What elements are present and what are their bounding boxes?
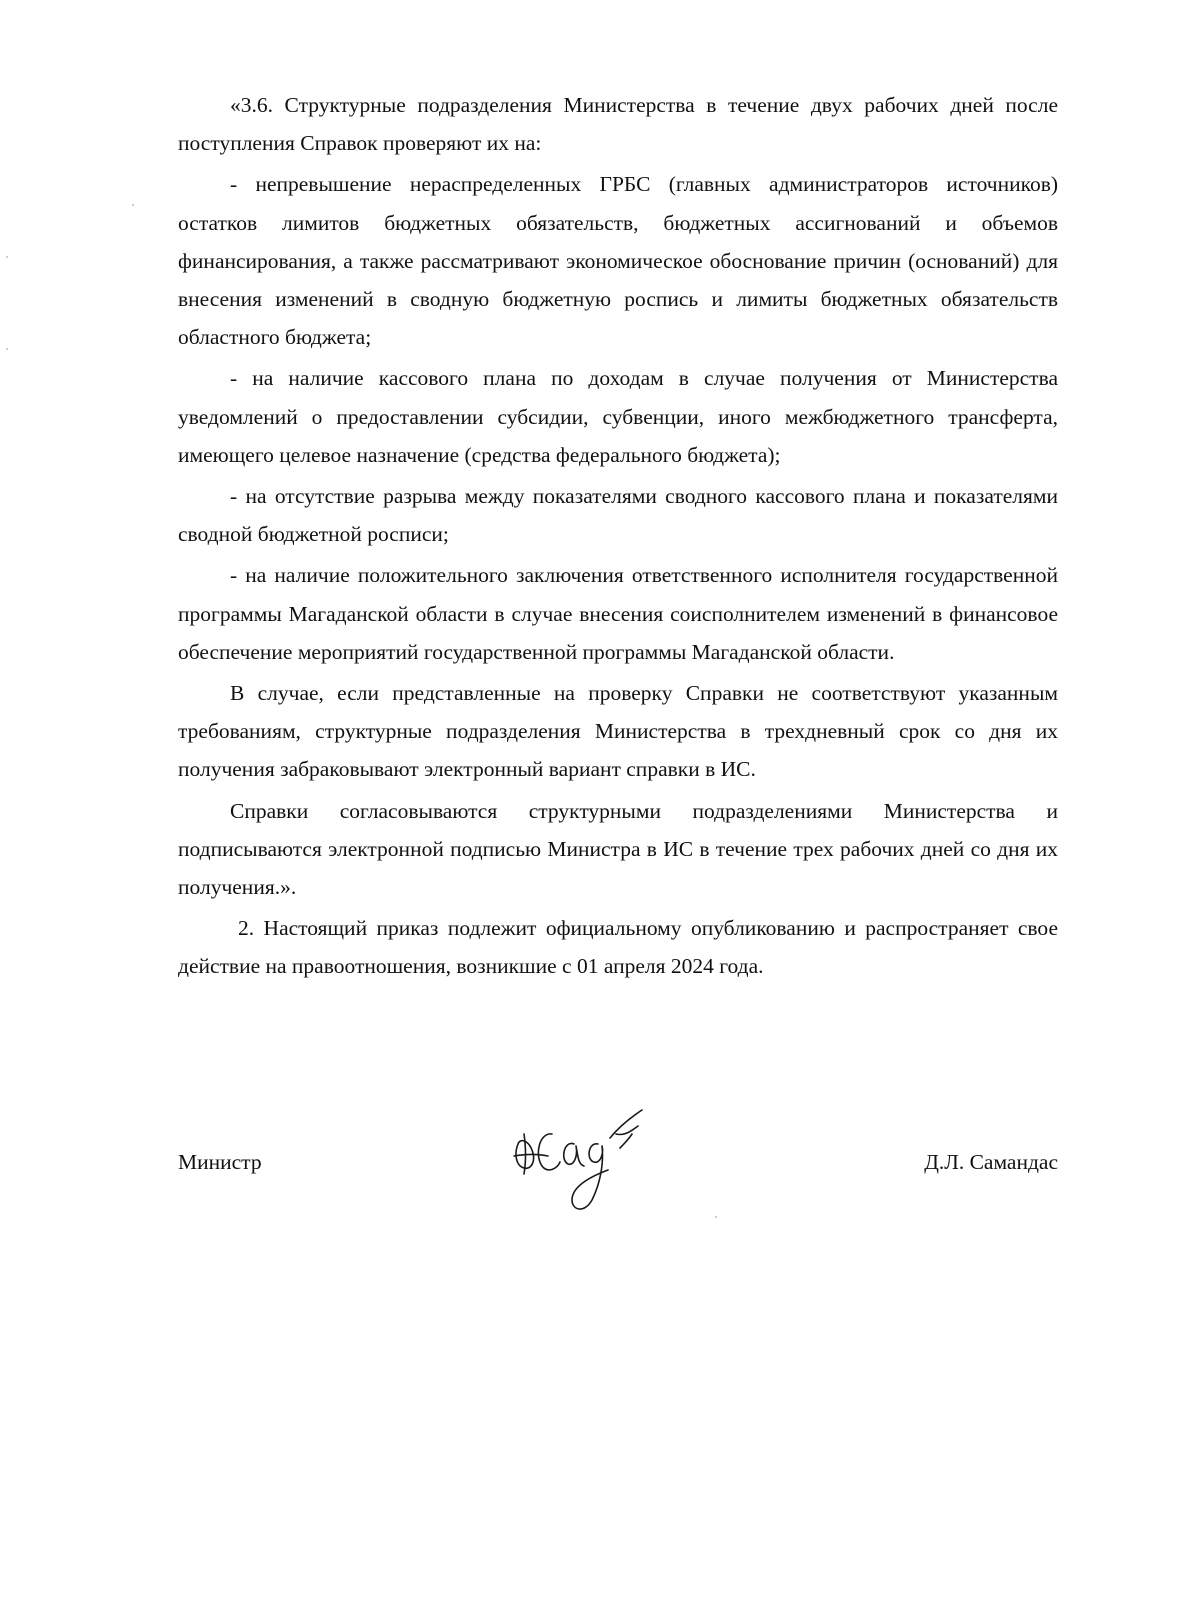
paragraph-item-2: 2. Настоящий приказ подлежит официальному опубликованию и распространяет свое действие на правоотношения, возникшие с 01 апреля 2024 года. <box>178 916 1058 979</box>
paragraph-approval: Справки согласовываются структурными подразделениями Министерства и подписываются электронной подписью Министра в ИС в течение трех рабочих дней со дня их получения.». <box>178 798 1058 900</box>
scan-speck <box>6 256 8 258</box>
scan-speck <box>6 348 8 350</box>
paragraph-rejection: В случае, если представленные на проверку Справки не соответствуют указанным требованиям, структурные подразделения Министерства в трехдневный срок со дня их получения забраковывают электронный вариант справки в ИС. <box>178 681 1058 782</box>
signatory-title: Министр <box>178 1150 262 1174</box>
document-body <box>178 86 1058 986</box>
signature-block <box>178 1150 1058 1190</box>
paragraph-clause-3-6: «3.6. Структурные подразделения Министерства в течение двух рабочих дней после поступления Справок проверяют их на: <box>178 93 1058 156</box>
scan-speck <box>715 1216 717 1218</box>
paragraph-bullet-limits: - непревышение нераспределенных ГРБС (главных администраторов источников) остатков лимитов бюджетных обязательств, бюджетных ассигнований и объемов финансирования, а также рассматривают экономическое обоснование причин (оснований) для внесения изменений в сводную бюджетную роспись и лимиты бюджетных обязательств областного бюджета; <box>178 172 1058 350</box>
paragraph-bullet-cash-plan: - на наличие кассового плана по доходам в случае получения от Министерства уведомлений о предоставлении субсидии, субвенции, иного межбюджетного трансферта, имеющего целевое назначение (средства федерального бюджета); <box>178 366 1058 467</box>
scan-speck <box>132 204 134 206</box>
signatory-name: Д.Л. Самандас <box>924 1150 1058 1174</box>
paragraph-bullet-gap: - на отсутствие разрыва между показателями сводного кассового плана и показателями сводной бюджетной росписи; <box>178 484 1058 547</box>
paragraph-bullet-conclusion: - на наличие положительного заключения ответственного исполнителя государственной программы Магаданской области в случае внесения соисполнителем изменений в финансовое обеспечение мероприятий государственной программы Магаданской области. <box>178 563 1058 664</box>
